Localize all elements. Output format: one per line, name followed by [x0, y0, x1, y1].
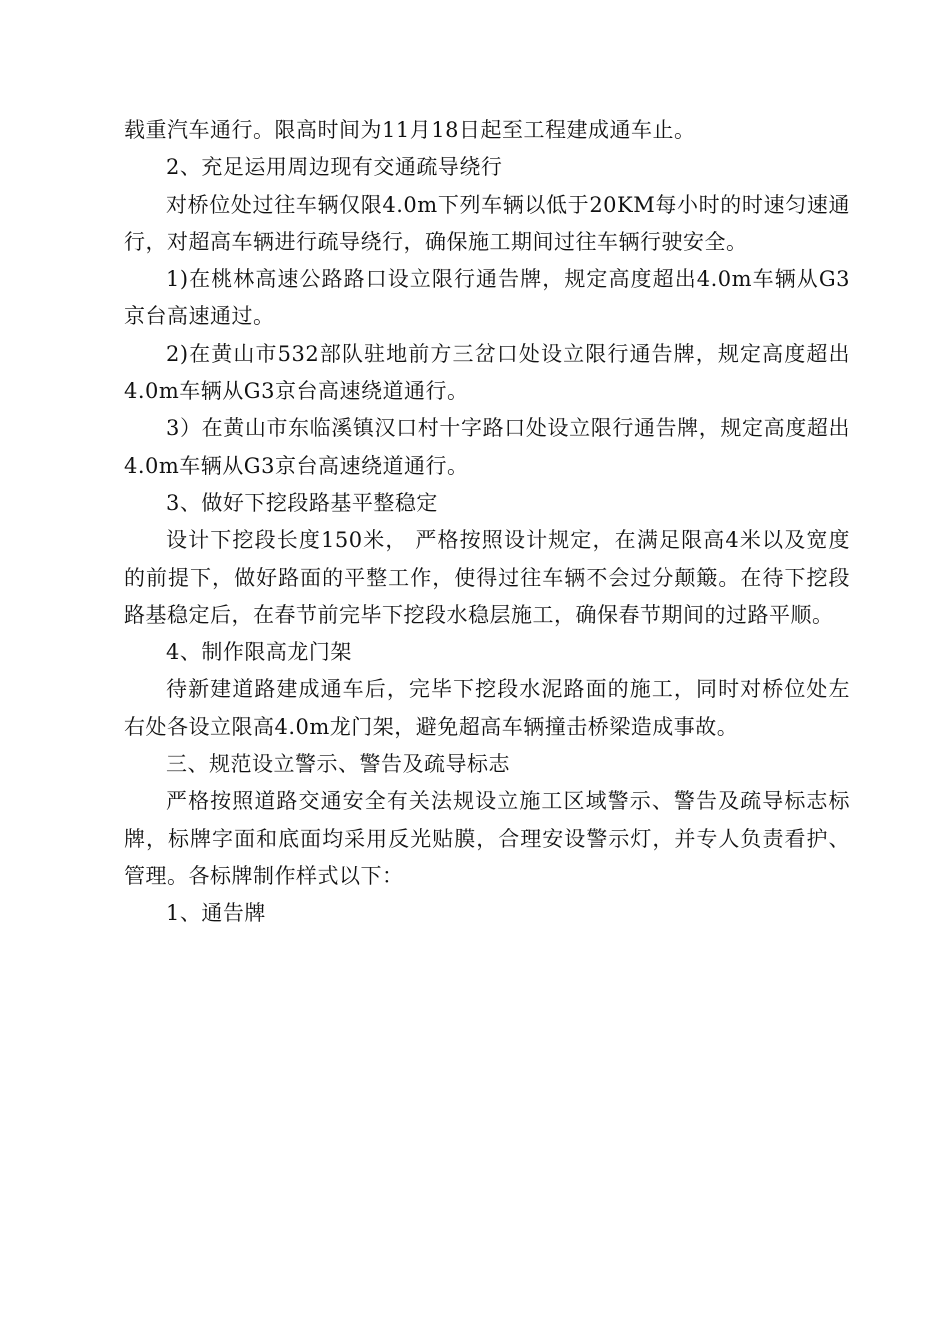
list-item: 3）在黄山市东临溪镇汉口村十字路口处设立限行通告牌，规定高度超出4.0m车辆从G3京台高速绕道通行。	[124, 416, 850, 478]
document-body	[124, 112, 850, 933]
chapter-heading: 三、规范设立警示、警告及疏导标志	[166, 752, 510, 777]
paragraph: 严格按照道路交通安全有关法规设立施工区域警示、警告及疏导标志标牌，标牌字面和底面均采用反光贴膜，合理安设警示灯，并专人负责看护、管理。各标牌制作样式以下：	[124, 789, 850, 888]
paragraph-continuation: 载重汽车通行。限高时间为11月18日起至工程建成通车止。	[124, 118, 696, 142]
paragraph: 待新建道路建成通车后，完毕下挖段水泥路面的施工，同时对桥位处左右处各设立限高4.0m龙门架，避免超高车辆撞击桥梁造成事故。	[124, 677, 850, 739]
paragraph: 设计下挖段长度150米， 严格按照设计规定，在满足限高4米以及宽度的前提下，做好路面的平整工作，使得过往车辆不会过分颠簸。在待下挖段路基稳定后，在春节前完毕下挖段水稳层施工，确保春节期间的过路平顺。	[124, 528, 850, 627]
paragraph: 对桥位处过往车辆仅限4.0m下列车辆以低于20KM每小时的时速匀速通行，对超高车辆进行疏导绕行，确保施工期间过往车辆行驶安全。	[124, 192, 850, 254]
section-heading: 4、制作限高龙门架	[166, 640, 352, 665]
list-item: 2)在黄山市532部队驻地前方三岔口处设立限行通告牌，规定高度超出4.0m车辆从G3京台高速绕道通行。	[124, 341, 850, 404]
section-heading: 2、充足运用周边现有交通疏导绕行	[166, 155, 503, 180]
list-item: 1)在桃林高速公路路口设立限行通告牌，规定高度超出4.0m车辆从G3京台高速通过。	[124, 267, 850, 329]
section-heading: 3、做好下挖段路基平整稳定	[166, 490, 438, 515]
section-heading: 1、通告牌	[166, 901, 266, 926]
